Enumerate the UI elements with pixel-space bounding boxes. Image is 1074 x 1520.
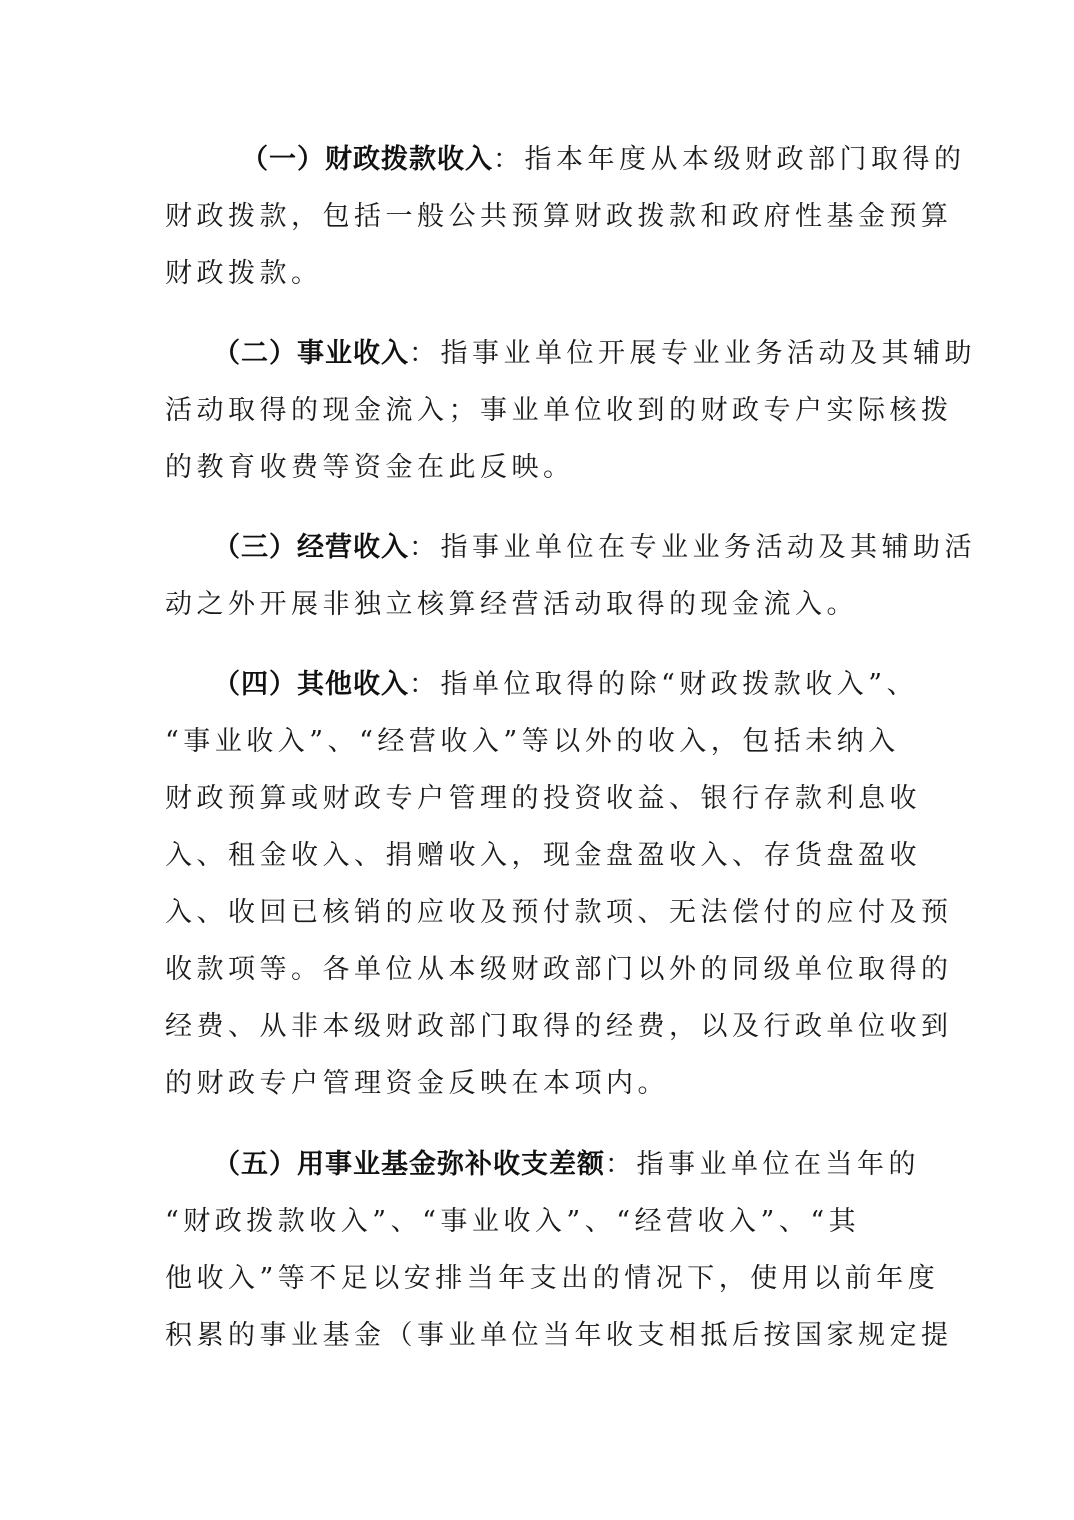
paragraph-text: ：指事业单位在专业业务活动及其辅助活 bbox=[409, 532, 976, 563]
paragraph-line bbox=[165, 325, 976, 382]
paragraph-heading: （二）事业收入 bbox=[213, 338, 409, 369]
paragraph-other-income bbox=[165, 656, 953, 1112]
paragraph-fiscal-appropriation-income bbox=[165, 131, 966, 302]
paragraph-line: 经费、从非本级财政部门取得的经费，以及行政单位收到 bbox=[165, 1011, 953, 1042]
paragraph-line: 积累的事业基金（事业单位当年收支相抵后按国家规定提 bbox=[165, 1320, 953, 1351]
paragraph-line: 财政拨款，包括一般公共预算财政拨款和政府性基金预算 bbox=[165, 201, 953, 232]
paragraph-line: 入、收回已核销的应收及预付款项、无法偿付的应付及预 bbox=[165, 897, 953, 928]
paragraph-heading: （一）财政拨款收入 bbox=[241, 144, 493, 175]
paragraph-line: “事业收入”、“经营收入”等以外的收入，包括未纳入 bbox=[165, 726, 900, 757]
paragraph-line bbox=[165, 131, 966, 188]
paragraph-line: 的财政专户管理资金反映在本项内。 bbox=[165, 1068, 669, 1099]
paragraph-text: ：指单位取得的除“财政拨款收入”、 bbox=[409, 669, 919, 700]
paragraph-line: 入、租金收入、捐赠收入，现金盘盈收入、存货盘盈收 bbox=[165, 840, 921, 871]
paragraph-text: ：指本年度从本级财政部门取得的 bbox=[493, 144, 966, 175]
paragraph-line: 财政预算或财政专户管理的投资收益、银行存款利息收 bbox=[165, 783, 921, 814]
paragraph-heading: （四）其他收入 bbox=[213, 669, 409, 700]
paragraph-text: ：指事业单位开展专业业务活动及其辅助 bbox=[409, 338, 976, 369]
paragraph-line: “财政拨款收入”、“事业收入”、“经营收入”、“其 bbox=[165, 1206, 861, 1237]
paragraph-heading: （三）经营收入 bbox=[213, 532, 409, 563]
paragraph-heading: （五）用事业基金弥补收支差额 bbox=[213, 1149, 605, 1180]
paragraph-line: 活动取得的现金流入；事业单位收到的财政专户实际核拨 bbox=[165, 395, 953, 426]
paragraph-line: 动之外开展非独立核算经营活动取得的现金流入。 bbox=[165, 589, 858, 620]
paragraph-line: 收款项等。各单位从本级财政部门以外的同级单位取得的 bbox=[165, 954, 953, 985]
paragraph-text: ：指事业单位在当年的 bbox=[605, 1149, 920, 1180]
paragraph-line: 财政拨款。 bbox=[165, 258, 323, 289]
paragraph-business-fund-supplement bbox=[165, 1136, 953, 1364]
paragraph-line bbox=[165, 656, 925, 713]
paragraph-operating-income bbox=[165, 519, 976, 633]
paragraph-line bbox=[165, 519, 976, 576]
paragraph-line: 他收入”等不足以安排当年支出的情况下，使用以前年度 bbox=[165, 1263, 940, 1294]
paragraph-business-income bbox=[165, 325, 976, 496]
paragraph-line bbox=[165, 1136, 925, 1193]
paragraph-line: 的教育收费等资金在此反映。 bbox=[165, 452, 575, 483]
